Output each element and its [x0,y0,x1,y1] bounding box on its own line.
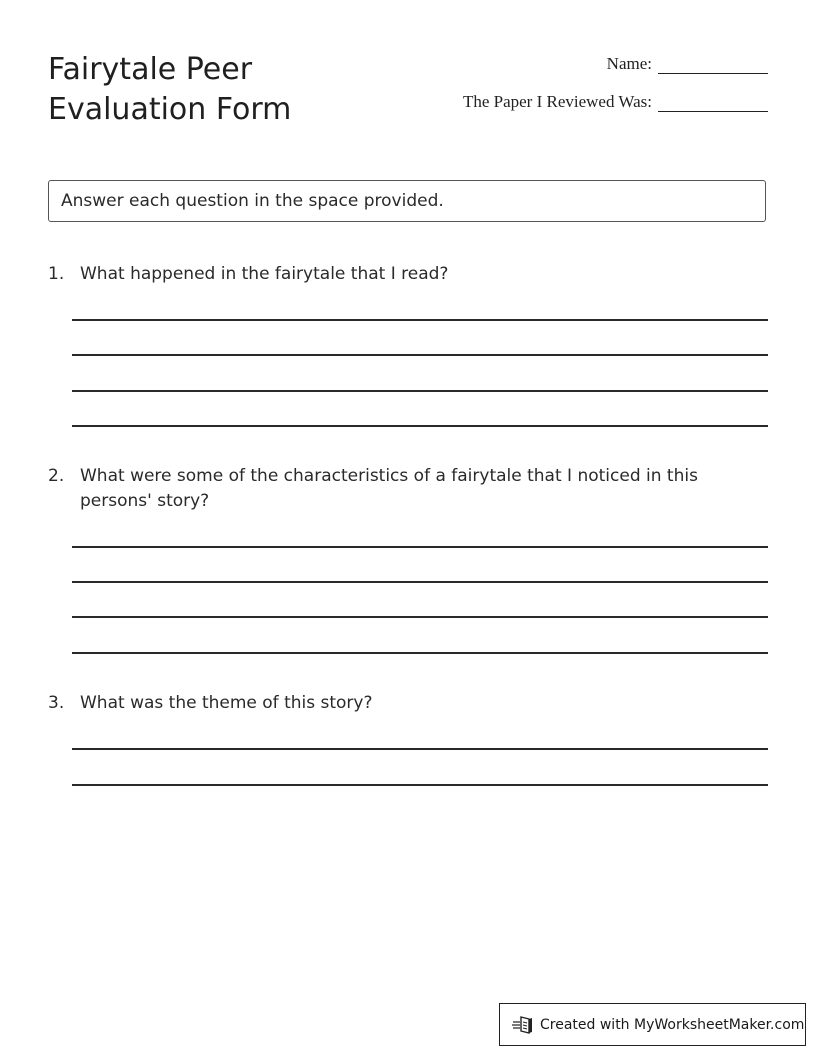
answer-line[interactable] [72,748,768,750]
page-title [48,50,291,130]
question-number: 3. [48,693,65,713]
instructions-box [48,180,766,222]
answer-line[interactable] [72,616,768,618]
answer-line[interactable] [72,784,768,786]
answer-line[interactable] [72,390,768,392]
answer-line[interactable] [72,319,768,321]
question-3 [48,691,768,716]
question-text: What were some of the characteristics of a fairytale that I noticed in this persons' story? [80,466,698,511]
title-line-2: Evaluation Form [48,92,292,127]
question-2 [48,464,768,514]
answer-line[interactable] [72,425,768,427]
footer-credit-text: Created with MyWorksheetMaker.com [540,1016,805,1033]
answer-line[interactable] [72,546,768,548]
instructions-text: Answer each question in the space provided. [61,191,444,211]
worksheet-maker-logo-icon [512,1014,534,1036]
paper-reviewed-blank[interactable] [658,95,768,112]
footer-credit-box[interactable] [499,1003,806,1046]
question-text: What happened in the fairytale that I read? [80,264,449,284]
title-line-1: Fairytale Peer [48,52,253,87]
question-number: 2. [48,466,65,486]
question-number: 1. [48,264,65,284]
paper-reviewed-label: The Paper I Reviewed Was: [462,92,652,111]
question-1 [48,262,768,287]
answer-line[interactable] [72,354,768,356]
answer-line[interactable] [72,581,768,583]
answer-line[interactable] [72,652,768,654]
paper-reviewed-field [463,92,768,112]
question-text: What was the theme of this story? [80,693,373,713]
name-field [607,54,768,74]
name-blank[interactable] [658,57,768,74]
name-label: Name: [606,54,652,73]
